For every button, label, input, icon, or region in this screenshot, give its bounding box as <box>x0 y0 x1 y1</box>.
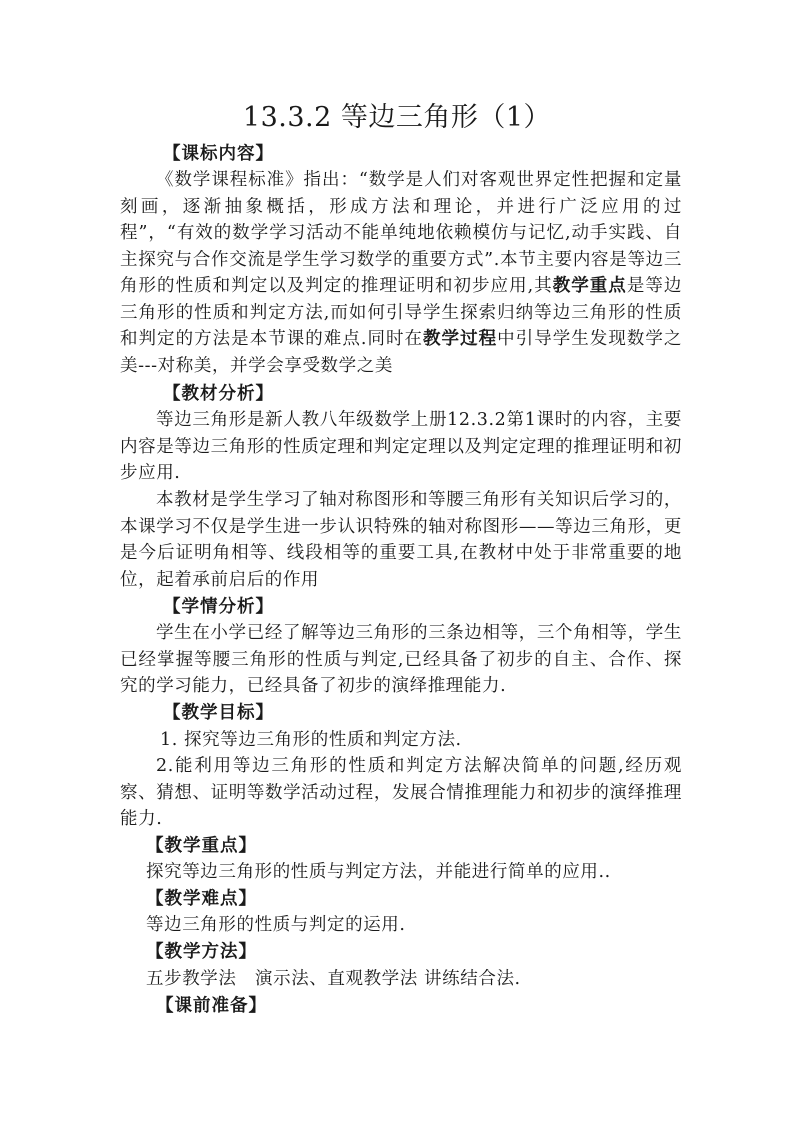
section-heading-curriculum: 【课标内容】 <box>163 144 274 164</box>
curriculum-bold-process: 教学过程 <box>423 329 498 349</box>
section-heading-difficulties: 【教学难点】 <box>146 889 257 909</box>
textbook-paragraph-1: 等边三角形是新人教八年级数学上册12.3.2第1课时的内容，主要内容是等边三角形的性质定理和判定定理以及判定定理的推理证明和初步应用. <box>120 410 682 483</box>
section-heading-methods: 【教学方法】 <box>146 942 257 962</box>
objective-item-1: 1. 探究等边三角形的性质和判定方法. <box>160 730 462 750</box>
curriculum-bold-key: 教学重点 <box>552 276 627 296</box>
section-heading-key-points: 【教学重点】 <box>146 836 257 856</box>
section-heading-students: 【学情分析】 <box>163 597 274 617</box>
difficulties-text: 等边三角形的性质与判定的运用. <box>146 915 406 935</box>
textbook-paragraph-2: 本教材是学生学习了轴对称图形和等腰三角形有关知识后学习的，本课学习不仅是学生进一步认识特殊的轴对称图形——等边三角形，更是今后证明角相等、线段相等的重要工具,在教材中处于非常重要的地位，起着承前启后的作用 <box>120 490 682 590</box>
key-points-text: 探究等边三角形的性质与判定方法，并能进行简单的应用.. <box>146 862 611 882</box>
curriculum-paragraph <box>120 167 682 379</box>
section-heading-objectives: 【教学目标】 <box>163 703 274 723</box>
page-title: 13.3.2 等边三角形（1） <box>242 102 552 133</box>
section-heading-preparation: 【课前准备】 <box>156 996 267 1016</box>
methods-text: 五步教学法 演示法、直观教学法 讲练结合法. <box>146 969 521 989</box>
curriculum-text-e: 中引导学生发现数学之美---对称美，并学会享受数学之美 <box>120 329 683 376</box>
students-paragraph: 学生在小学已经了解等边三角形的三条边相等，三个角相等，学生已经掌握等腰三角形的性质与判定,已经具备了初步的自主、合作、探究的学习能力，已经具备了初步的演绎推理能力. <box>120 623 682 696</box>
curriculum-text-a: 《数学课程标准》指出：“数学是人们对客观世界定性把握和定量刻画，逐渐抽象概括，形成方法和理论，并进行广泛应用的过程”，“有效的数学学习活动不能单纯地依赖模仿与记忆,动手实践、自主探究与合作交流是学生学习数学的重要方式”.本节主要内容是等边三角形的性质和判定以及判定的推理证明和初步应用,其 <box>120 170 682 296</box>
section-heading-textbook: 【教材分析】 <box>163 384 274 404</box>
curriculum-text-c: 是等边三角形的性质和判定方法,而如何引导学生探索归纳等边三角形的性质和判定的方法是本节课的难点.同时在 <box>120 276 682 349</box>
objective-item-2: 2.能利用等边三角形的性质和判定方法解决简单的问题,经历观察、猜想、证明等数学活动过程，发展合情推理能力和初步的演绎推理能力. <box>120 756 682 829</box>
